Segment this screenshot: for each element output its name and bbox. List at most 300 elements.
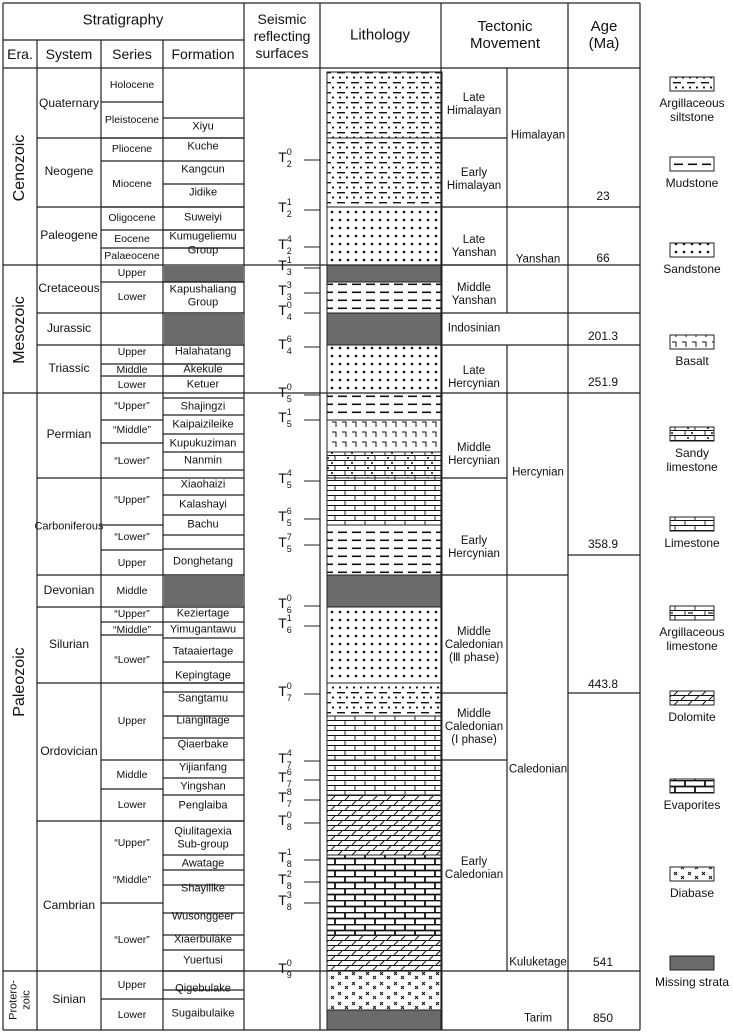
lithology-unit xyxy=(327,282,442,313)
tectonic-cycle: Himalayan xyxy=(510,129,566,142)
tectonic-phase-line: (Ⅰ phase) xyxy=(451,734,497,747)
tectonic-phase-line: Middle xyxy=(457,281,491,294)
formation-label: Kepingtage xyxy=(175,669,231,682)
tectonic-phase xyxy=(448,535,500,561)
tectonic-phase-line: Early xyxy=(460,534,488,547)
legend-label-line: Missing strata xyxy=(654,975,730,989)
formation-label: Tataaiertage xyxy=(172,645,234,658)
age-value: 541 xyxy=(592,955,614,970)
tectonic-phase-line: Hercynian xyxy=(448,378,500,390)
system-devonian: Devonian xyxy=(43,583,95,598)
age-header-line: Age xyxy=(590,17,618,35)
seismic-surface xyxy=(278,810,292,832)
era-proterozoic-line: zoic xyxy=(20,990,32,1010)
legend-symbol-missing xyxy=(670,956,714,970)
formation-label: Suweiyi xyxy=(184,211,222,224)
surface-base: T xyxy=(278,811,287,828)
series-label: Eocene xyxy=(114,232,150,245)
surface-sub: 5 xyxy=(286,517,292,528)
series-label: Oligocene xyxy=(108,211,156,224)
surface-sup: 0 xyxy=(286,957,292,968)
lithology-unit xyxy=(327,420,442,452)
era-proterozoic xyxy=(7,980,32,1020)
series-label: Pleistocene xyxy=(104,113,160,126)
seismic-surface xyxy=(278,468,292,490)
formation-header: Formation xyxy=(171,45,235,62)
surface-sup: 1 xyxy=(286,254,292,265)
system-silurian: Silurian xyxy=(48,637,90,652)
surface-base: T xyxy=(278,383,287,400)
seismic-surface xyxy=(278,147,292,169)
series-label: Holocene xyxy=(109,78,155,91)
age-value: 66 xyxy=(596,251,610,266)
system-permian: Permian xyxy=(46,427,92,442)
legend-label-line: Sandy xyxy=(674,446,710,460)
series-label: Upper xyxy=(117,266,147,279)
surface-sup: 3 xyxy=(286,889,292,900)
legend-symbol-argsilt xyxy=(670,77,714,91)
tectonic-phase xyxy=(448,322,500,335)
surface-base: T xyxy=(278,469,287,486)
series-label: Miocene xyxy=(112,177,152,190)
surface-base: T xyxy=(278,235,287,252)
tectonic-phase-line: Yanshan xyxy=(451,247,497,259)
legend-symbol-basalt xyxy=(670,335,714,349)
surface-sub: 4 xyxy=(286,345,292,356)
legend-symbols xyxy=(670,77,714,970)
surface-sub: 5 xyxy=(286,543,292,554)
surface-sub: 2 xyxy=(286,208,292,219)
seismic-header xyxy=(254,11,311,61)
seismic-surface xyxy=(278,869,292,891)
formation-label: Akekule xyxy=(183,363,223,376)
formation-label: Keziertage xyxy=(176,607,230,620)
tectonic-phase-line: Early xyxy=(460,166,488,179)
formation-label: Qiaerbake xyxy=(177,738,229,751)
series-label: “Middle” xyxy=(113,423,151,436)
surface-sup: 4 xyxy=(286,747,292,758)
legend-label-line: siltstone xyxy=(669,110,715,125)
surface-sub: 3 xyxy=(286,291,292,302)
seismic-surface xyxy=(278,767,292,789)
tectonic-phase-line: Late xyxy=(462,364,486,377)
seismic-surface xyxy=(278,255,292,277)
surface-sup: 3 xyxy=(286,279,292,290)
surface-sub: 8 xyxy=(286,858,292,869)
surface-base: T xyxy=(278,768,287,785)
age-header xyxy=(589,18,620,53)
surface-sup: 0 xyxy=(286,146,292,157)
system-cambrian: Cambrian xyxy=(42,898,96,913)
surface-sup: 0 xyxy=(286,299,292,310)
tectonic-phase xyxy=(445,856,503,882)
surface-base: T xyxy=(278,614,287,631)
surface-sup: 0 xyxy=(286,381,292,392)
series-label: Lower xyxy=(117,1008,147,1021)
seismic-surface xyxy=(278,890,292,912)
surface-base: T xyxy=(278,256,287,273)
tectonic-header xyxy=(470,18,540,53)
formation-label: Kaipaizileike xyxy=(172,418,234,431)
legend-symbol-arglime xyxy=(670,606,714,620)
legend-label xyxy=(664,536,719,550)
tectonic-phase-line: Yanshan xyxy=(451,295,497,307)
lithology-unit xyxy=(327,575,442,607)
system-ordovician: Ordovician xyxy=(40,744,98,759)
legend-label xyxy=(675,354,708,368)
series-label: Palaeocene xyxy=(104,249,160,262)
tectonic-phase-line: Late xyxy=(462,91,486,104)
stratigraphy-header: Stratigraphy xyxy=(82,11,164,29)
tectonic-cycle: Kuluketage xyxy=(509,956,567,969)
legend-label-line: limestone xyxy=(666,639,718,654)
series-label: Middle xyxy=(116,363,148,376)
surface-sup: 1 xyxy=(286,612,292,623)
surface-sub: 7 xyxy=(286,692,292,703)
surface-sup: 8 xyxy=(286,786,292,797)
legend-symbol-dolo xyxy=(670,691,714,705)
formation-label: Group xyxy=(187,296,219,309)
series-label: Middle xyxy=(116,584,148,597)
tectonic-phase xyxy=(447,167,501,193)
surface-sup: 6 xyxy=(286,766,292,777)
surface-sup: 0 xyxy=(286,592,292,603)
formation-label: Yijianfang xyxy=(179,761,227,774)
series-label: “Upper” xyxy=(114,399,150,412)
system-cretaceous: Cretaceous xyxy=(38,281,100,296)
seismic-surface xyxy=(278,197,292,219)
formation-label: Sugaibulaike xyxy=(171,1007,235,1020)
formation-label: Kangcun xyxy=(181,163,225,176)
surface-sup: 1 xyxy=(286,196,292,207)
system-triassic: Triassic xyxy=(48,361,90,376)
lithology-unit xyxy=(327,935,442,971)
surface-sup: 1 xyxy=(286,846,292,857)
formation-label: Ketuer xyxy=(186,378,220,391)
tectonic-phase xyxy=(445,708,503,748)
lithology-unit xyxy=(327,393,442,420)
series-label: Middle xyxy=(116,768,148,781)
surface-sub: 2 xyxy=(286,158,292,169)
legend-label xyxy=(670,886,714,900)
surface-sub: 9 xyxy=(286,969,292,980)
legend-label xyxy=(663,262,720,276)
legend-label-line: Sandstone xyxy=(663,262,721,276)
legend-label-line: Diabase xyxy=(669,886,715,900)
system-sinian: Sinian xyxy=(52,992,86,1007)
surface-sub: 8 xyxy=(286,901,292,912)
formation-label: Yingshan xyxy=(180,780,226,793)
surface-base: T xyxy=(278,335,287,352)
lithology-unit xyxy=(327,716,442,760)
formation-label: Nanmin xyxy=(184,454,222,467)
formation-label: Kuche xyxy=(187,140,219,153)
series-label: “Middle” xyxy=(113,623,151,636)
age-value: 850 xyxy=(592,1011,614,1026)
system-jurassic: Jurassic xyxy=(46,321,92,336)
formation-label: Sub-group xyxy=(177,838,229,851)
seismic-surface xyxy=(278,593,292,615)
lithology-unit xyxy=(327,452,442,478)
era-proterozoic-line: Protero- xyxy=(7,980,20,1020)
formation-label: Yuertusi xyxy=(183,954,223,967)
legend-label-line: Evaporites xyxy=(663,798,721,812)
formation-label: Sangtamu xyxy=(177,692,229,705)
surface-sub: 5 xyxy=(286,418,292,429)
tectonic-cycle: Yanshan xyxy=(515,253,561,266)
formation-label: Awatage xyxy=(181,857,225,870)
legend-symbol-evap xyxy=(670,779,714,793)
lithology-unit xyxy=(327,478,442,525)
lithology-unit xyxy=(327,760,442,795)
lithology-unit xyxy=(327,683,442,716)
surface-base: T xyxy=(278,198,287,215)
legend-symbol-diab xyxy=(670,867,714,881)
system-paleogene: Paleogene xyxy=(40,228,98,243)
era-cenozoic: Cenozoic xyxy=(11,134,28,202)
series-header: Series xyxy=(112,45,152,62)
system-quaternary: Quaternary xyxy=(38,96,100,111)
surface-base: T xyxy=(278,148,287,165)
tectonic-cycle: Hercynian xyxy=(512,466,564,479)
tectonic-phase-line: Late xyxy=(462,233,486,246)
surface-base: T xyxy=(278,959,287,976)
tectonic-cycle: Tarim xyxy=(523,1012,553,1025)
series-label: “Upper” xyxy=(114,836,150,849)
surface-sup: 6 xyxy=(286,505,292,516)
surface-sup: 0 xyxy=(286,809,292,820)
age-value: 358.9 xyxy=(587,537,619,552)
legend-symbol-sandlime xyxy=(670,427,714,441)
series-label: “Middle” xyxy=(113,873,151,886)
formation-label: Group xyxy=(187,244,219,257)
legend-label xyxy=(664,798,721,812)
formation-label: Bachu xyxy=(187,518,219,531)
legend-symbol-lime xyxy=(670,517,714,531)
seismic-surface xyxy=(278,280,292,302)
formation-label: Qiulitagexia xyxy=(174,825,232,838)
formation-label: Lianglitage xyxy=(176,714,230,727)
legend-label xyxy=(655,975,729,989)
formation-label: Xiyu xyxy=(192,120,214,133)
surface-base: T xyxy=(278,848,287,865)
tectonic-phase-line: Middle xyxy=(457,708,491,721)
tectonic-phase-line: Middle xyxy=(457,626,491,639)
tectonic-header-line: Tectonic xyxy=(477,17,533,35)
surface-sub: 5 xyxy=(286,479,292,490)
formation-label: Xiaerbulake xyxy=(173,933,233,946)
tectonic-phase xyxy=(452,282,497,308)
seismic-surface xyxy=(278,613,292,635)
surface-sub: 7 xyxy=(286,759,292,770)
lithology-unit xyxy=(327,138,442,207)
tectonic-phase-line: Hercynian xyxy=(448,455,500,467)
tectonic-phase-line: Himalayan xyxy=(446,105,502,117)
series-label: “Lower” xyxy=(114,933,150,946)
era-paleozoic: Paleozoic xyxy=(11,647,28,717)
seismic-surface xyxy=(278,334,292,356)
series-label: Lower xyxy=(117,290,147,303)
age-value: 23 xyxy=(596,189,610,204)
lithology-unit xyxy=(327,855,442,935)
formation-label: Xiaohaizi xyxy=(180,478,226,491)
seismic-header-line: Seismic xyxy=(257,10,307,27)
surface-base: T xyxy=(278,870,287,887)
lithology-unit xyxy=(327,525,442,575)
formation-label: Wusonggeer xyxy=(171,910,235,923)
surface-base: T xyxy=(278,507,287,524)
surface-sub: 8 xyxy=(286,880,292,891)
series-label: “Lower” xyxy=(114,530,150,543)
lithology-unit xyxy=(327,971,442,1010)
surface-base: T xyxy=(278,594,287,611)
legend-label-line: Mudstone xyxy=(665,176,719,190)
seismic-surface xyxy=(278,407,292,429)
tectonic-phase-line: Hercynian xyxy=(448,548,500,560)
seismic-surface xyxy=(278,532,292,554)
tectonic-phase xyxy=(447,92,501,118)
legend-label xyxy=(668,710,715,724)
legend-label xyxy=(666,176,719,190)
formation-label: Shayilike xyxy=(180,882,226,895)
tectonic-cycle: Caledonian xyxy=(508,763,568,776)
legend-symbol-sand xyxy=(670,243,714,257)
formation-label: Penglaiba xyxy=(178,799,228,812)
lithology-unit xyxy=(327,313,442,345)
series-label: Pliocene xyxy=(111,142,153,155)
tectonic-phase xyxy=(448,365,500,391)
series-label: “Lower” xyxy=(114,454,150,467)
age-value: 443.8 xyxy=(587,677,619,692)
series-label: “Lower” xyxy=(114,653,150,666)
seismic-surface xyxy=(278,787,292,809)
legend-label-line: Dolomite xyxy=(668,710,716,724)
lithology-header: Lithology xyxy=(349,26,411,44)
tectonic-phase xyxy=(448,442,500,468)
legend-label-line: Argillaceous xyxy=(659,96,725,110)
legend-label xyxy=(666,446,717,475)
lithology-unit xyxy=(327,1010,442,1030)
formation-label: Kapushaliang xyxy=(169,283,237,296)
seismic-header-line: reflecting xyxy=(253,27,311,44)
surface-sub: 6 xyxy=(286,604,292,615)
formation-label: Donghetang xyxy=(173,555,233,568)
surface-sup: 4 xyxy=(286,233,292,244)
surface-base: T xyxy=(278,749,287,766)
series-label: Upper xyxy=(117,978,147,991)
surface-sub: 8 xyxy=(286,821,292,832)
missing-strata-block xyxy=(164,314,243,344)
lithology-unit xyxy=(327,265,442,282)
era-header: Era. xyxy=(7,45,33,62)
seismic-header-line: surfaces xyxy=(255,44,309,61)
lithology-unit xyxy=(327,345,442,393)
series-label: Upper xyxy=(117,345,147,358)
legend-label-line: limestone xyxy=(666,460,718,475)
age-value: 251.9 xyxy=(587,375,619,390)
tectonic-phase-line: Caledonian xyxy=(444,869,504,881)
age-value: 201.3 xyxy=(587,329,619,344)
formation-label: Shajingzi xyxy=(180,400,226,413)
lithology-unit xyxy=(327,207,442,265)
formation-label: Kalashayi xyxy=(179,498,227,511)
legend-label-line: Limestone xyxy=(664,536,720,550)
series-label: Upper xyxy=(117,556,147,569)
series-label: “Upper” xyxy=(114,493,150,506)
surface-sub: 6 xyxy=(286,624,292,635)
missing-strata-block xyxy=(164,576,243,606)
series-label: Lower xyxy=(117,378,147,391)
legend-label-line: Basalt xyxy=(675,354,709,368)
seismic-surface xyxy=(278,681,292,703)
surface-sub: 5 xyxy=(286,393,292,404)
system-neogene: Neogene xyxy=(44,164,94,179)
system-carboniferous: Carboniferous xyxy=(34,520,104,533)
legend-label xyxy=(659,625,724,654)
formation-label: Qigebulake xyxy=(175,982,231,995)
formation-label: Kupukuziman xyxy=(169,437,237,450)
surface-sub: 4 xyxy=(286,311,292,322)
formation-label: Yimugantawu xyxy=(169,623,237,636)
legend-label-line: Argillaceous xyxy=(659,625,725,639)
surface-base: T xyxy=(278,682,287,699)
series-label: Upper xyxy=(117,714,147,727)
tectonic-phase-line: (Ⅲ phase) xyxy=(448,652,500,665)
lithology-unit xyxy=(327,795,442,855)
surface-base: T xyxy=(278,533,287,550)
tectonic-phase xyxy=(445,626,503,666)
series-label: “Upper” xyxy=(114,607,150,620)
surface-sup: 1 xyxy=(286,406,292,417)
surface-base: T xyxy=(278,891,287,908)
lithology-unit xyxy=(327,72,442,138)
missing-strata-block xyxy=(164,266,243,282)
formation-label: Jidike xyxy=(188,186,218,199)
tectonic-phase-line: Indosinian xyxy=(447,322,501,335)
seismic-surface xyxy=(278,506,292,528)
lithology-unit xyxy=(327,607,442,683)
tectonic-phase-line: Middle xyxy=(457,441,491,454)
seismic-surface xyxy=(278,958,292,980)
surface-sup: 4 xyxy=(286,467,292,478)
tectonic-phase-line: Himalayan xyxy=(446,180,502,192)
formation-label: Kumugeliemu xyxy=(169,230,237,243)
system-header: System xyxy=(45,45,93,62)
tectonic-phase-line: Caledonian xyxy=(444,639,504,652)
surface-sub: 7 xyxy=(286,798,292,809)
surface-sup: 0 xyxy=(286,680,292,691)
surface-base: T xyxy=(278,788,287,805)
surface-sub: 7 xyxy=(286,778,292,789)
surface-sup: 2 xyxy=(286,868,292,879)
surface-sub: 3 xyxy=(286,266,292,277)
surface-sup: 6 xyxy=(286,333,292,344)
seismic-surface xyxy=(278,300,292,322)
tectonic-phase-line: Caledonian xyxy=(444,721,504,734)
legend-symbol-mud xyxy=(670,157,714,171)
seismic-surface xyxy=(278,234,292,256)
tectonic-header-line: Movement xyxy=(469,35,541,52)
legend-label xyxy=(659,96,724,125)
tectonic-phase xyxy=(452,234,497,260)
surface-sub: 2 xyxy=(286,245,292,256)
seismic-surface xyxy=(278,847,292,869)
surface-sup: 7 xyxy=(286,531,292,542)
seismic-surface xyxy=(278,382,292,404)
surface-base: T xyxy=(278,281,287,298)
era-mesozoic: Mesozoic xyxy=(11,296,28,364)
surface-base: T xyxy=(278,301,287,318)
